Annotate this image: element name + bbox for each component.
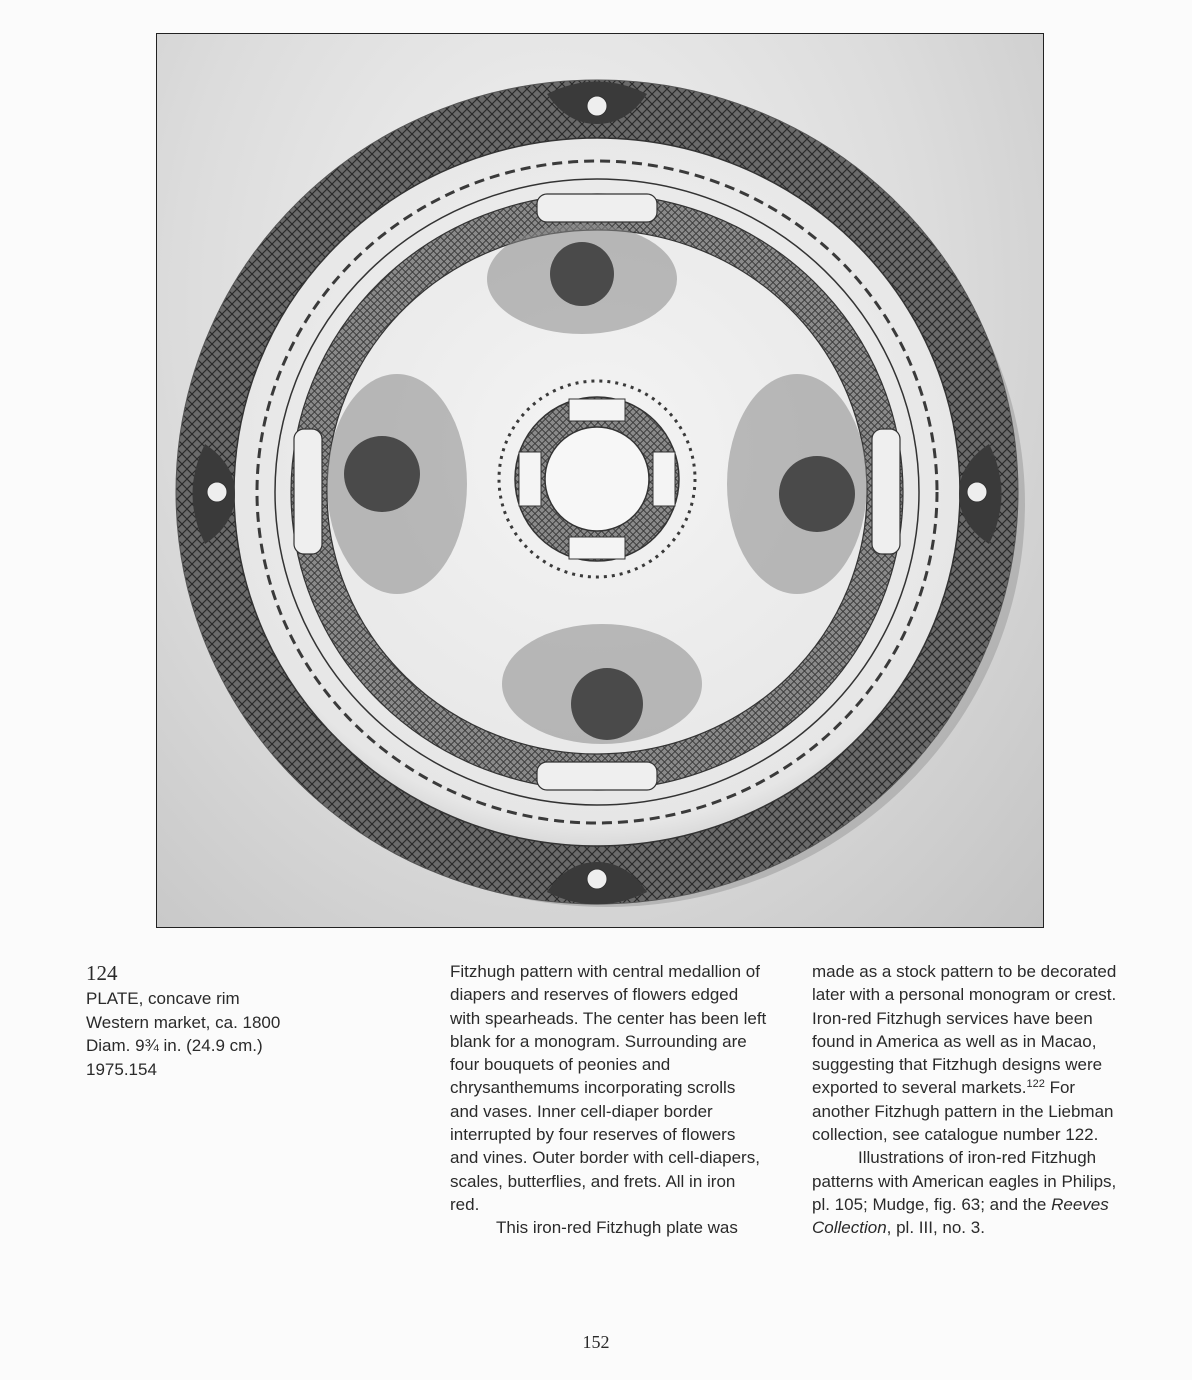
figure-caption bbox=[86, 960, 386, 1081]
footnote-reference: 122 bbox=[1026, 1078, 1045, 1091]
description-paragraph: Fitzhugh pattern with central medallion of diapers and reserves of flowers edged with spearheads. The center has been left blank for a monogram. Surrounding are four bouquets of peonies and chrysanthemums incorporating scrolls and vases. Inner cell-diaper border interrupted by four reserves of flowers and vines. Outer border with cell-diapers, scales, butterflies, and frets. All in iron red. bbox=[450, 962, 767, 1214]
caption-accession: 1975.154 bbox=[86, 1059, 157, 1079]
references-paragraph: Illustrations of iron-red Fitzhugh patterns with American eagles in Philips, pl. 105; Mudge, fig. 63; and the Reeves Collection, pl. III, no. 3. bbox=[812, 1148, 1117, 1238]
plate-photograph bbox=[156, 33, 1044, 928]
commentary-paragraph-start: This iron-red Fitzhugh plate was bbox=[496, 1218, 738, 1238]
plate-illustration bbox=[157, 34, 1044, 928]
reeves-collection-title: Reeves Collection bbox=[812, 1194, 1109, 1238]
catalogue-number: 124 bbox=[86, 961, 118, 985]
text-column-1 bbox=[450, 960, 768, 1240]
caption-market-date: Western market, ca. 1800 bbox=[86, 1012, 281, 1032]
commentary-paragraph-cont: made as a stock pattern to be decorated later with a personal monogram or crest. Iron-red Fitzhugh services have been found in America as well as in Macao, suggesting that Fitzhugh designs were exported to several markets.$^{122}$ For another Fitzhugh pattern in the Liebman collection, see catalogue number 122. bbox=[812, 962, 1117, 1145]
text-column-2 bbox=[812, 960, 1130, 1240]
caption-dimensions: Diam. 9¾ in. (24.9 cm.) bbox=[86, 1036, 263, 1055]
caption-object: PLATE, concave rim bbox=[86, 989, 240, 1008]
page-number: 152 bbox=[582, 1332, 610, 1352]
